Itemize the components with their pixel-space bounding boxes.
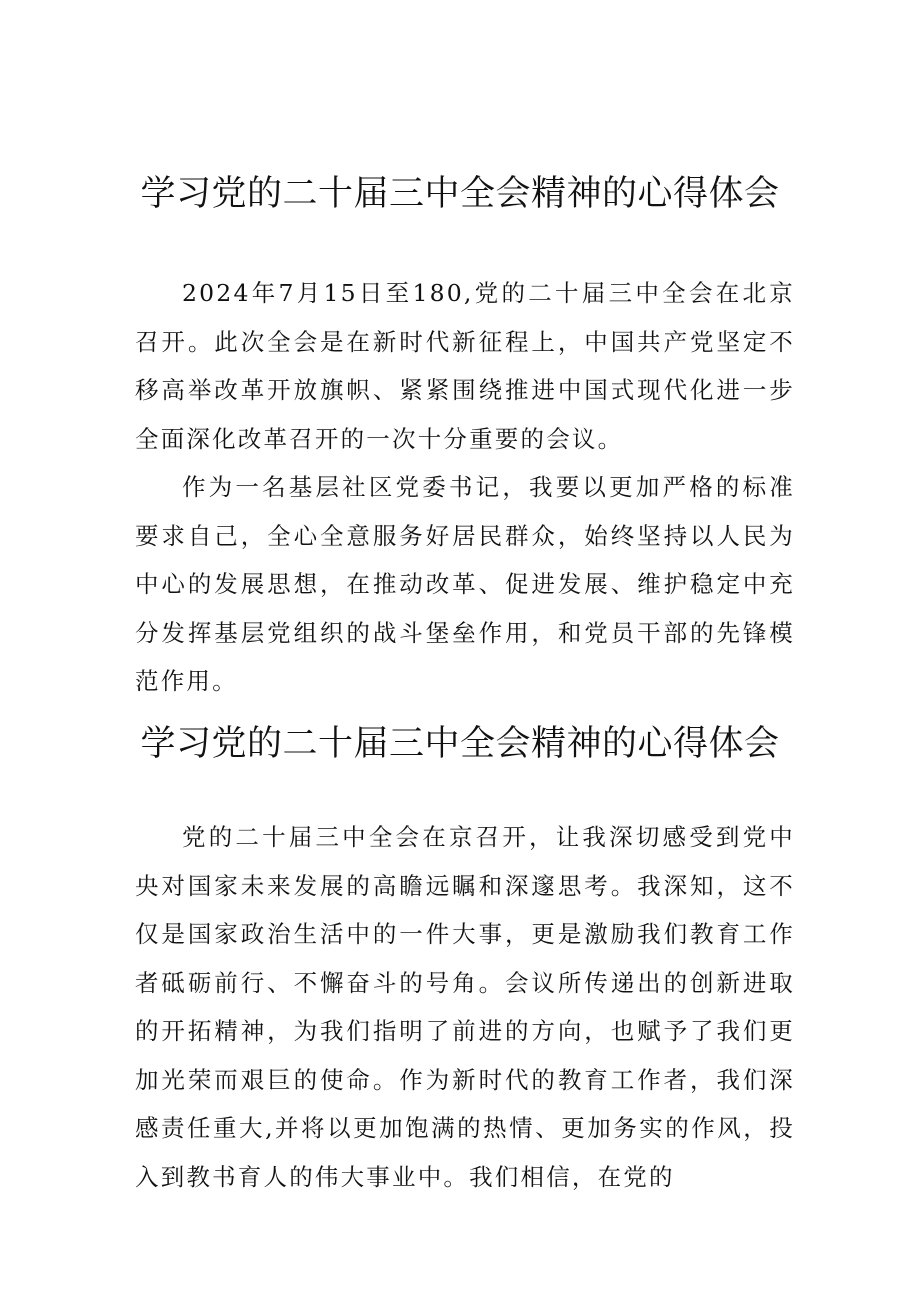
paragraph: 2024年7月15日至180,党的二十届三中全会在北京召开。此次全会是在新时代新征程上，中国共产党坚定不移高举改革开放旗帜、紧紧围绕推进中国式现代化进一步全面深化改革召开的一次十分重要的会议。 (135, 279, 795, 453)
paragraph: 作为一名基层社区党委书记，我要以更加严格的标准要求自己，全心全意服务好居民群众，始终坚持以人民为中心的发展思想，在推动改革、促进发展、维护稳定中充分发挥基层党组织的战斗堡垒作用，和党员干部的先锋模范作用。 (135, 473, 795, 695)
article-section-2 (0, 718, 920, 1191)
article-body-2 (135, 813, 795, 1201)
article-title-1: 学习党的二十届三中全会精神的心得体会 (140, 174, 780, 214)
article-section-1 (0, 168, 920, 695)
article-body-1 (135, 269, 795, 706)
article-title-2: 学习党的二十届三中全会精神的心得体会 (140, 724, 780, 764)
paragraph: 党的二十届三中全会在京召开，让我深切感受到党中央对国家未来发展的高瞻远瞩和深邃思考。我深知，这不仅是国家政治生活中的一件大事，更是激励我们教育工作者砥砺前行、不懈奋斗的号角。会议所传递出的创新进取的开拓精神，为我们指明了前进的方向，也赋予了我们更加光荣而艰巨的使命。作为新时代的教育工作者，我们深感责任重大,并将以更加饱满的热情、更加务实的作风，投入到教书育人的伟大事业中。我们相信，在党的 (135, 823, 795, 1191)
